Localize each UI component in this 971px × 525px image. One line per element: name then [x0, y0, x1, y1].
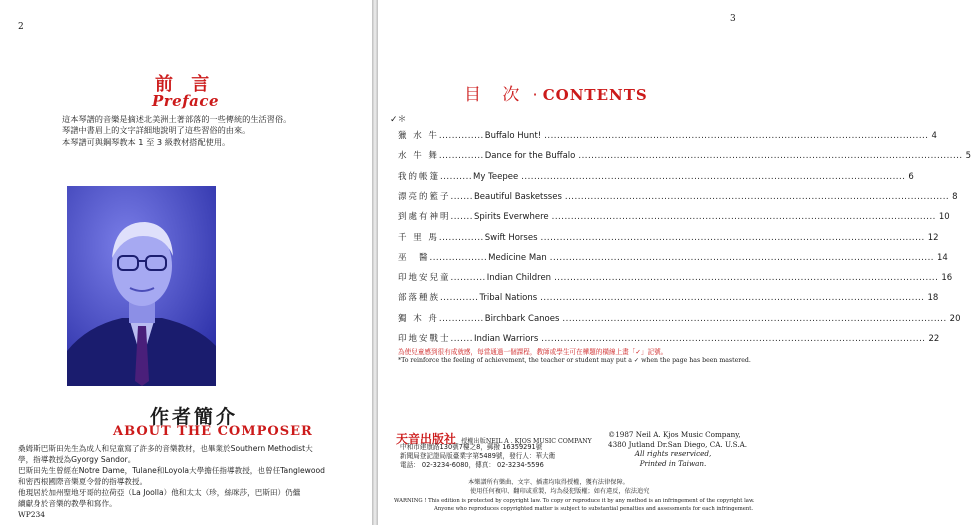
license-line: 授權出版NEIL A . KJOS MUSIC COMPANY — [461, 438, 592, 445]
copyright-line: Printed in Taiwan. — [639, 458, 707, 468]
toc-dot-leader: ........................................................................................................................ — [562, 313, 947, 324]
contents-title-zh: 目 次 — [464, 85, 528, 105]
preface-title-zh: 前 言 — [155, 74, 216, 95]
toc-title-zh: 千 里 馬 — [398, 232, 439, 243]
toc-title-zh: 水 牛 舞 — [398, 151, 439, 162]
right-page — [378, 0, 971, 525]
toc-row[interactable] — [396, 209, 950, 223]
composer-photo — [67, 186, 216, 386]
composer-title-en: ABOUT THE COMPOSER — [113, 424, 313, 439]
toc-row[interactable] — [396, 148, 971, 162]
toc-note-zh: 為使兒童感到很有成就感，每當通過一個課程，教師或學生可在樺題的橫線上畫「✓」記號。 — [398, 348, 668, 356]
warning-line-2: Anyone who reproduces copyrighted matter is subject to substantial penalties and assessments for each infringement. — [434, 506, 754, 512]
toc-dot-leader: ........................................................................................................................ — [554, 273, 939, 284]
toc-leader: ....... — [450, 334, 473, 344]
toc-title-en: Indian Children — [486, 273, 552, 284]
toc-row[interactable] — [396, 270, 953, 284]
toc-title-zh: 漂亮的籃子 — [398, 191, 451, 202]
toc-leader: ....... — [450, 212, 473, 223]
toc-note-en: *To reinforce the feeling of achievement, the teacher or student may put a ✓ when the page has been mastered. — [398, 357, 751, 364]
toc-page-number: 4 — [931, 131, 937, 141]
toc-title-en: My Teepee — [473, 171, 519, 182]
check-mark-icon: ✓＊ — [390, 115, 407, 125]
toc-leader: .......... — [440, 171, 473, 182]
toc-page-number: 16 — [941, 273, 953, 284]
toc-page-number: 5 — [965, 151, 971, 162]
toc-title-zh: 巫 醫 — [398, 252, 430, 263]
toc-leader: .................. — [429, 252, 488, 263]
toc-dot-leader: ........................................................................................................................ — [551, 212, 936, 223]
rights-zh-2: 使用任何複印、翻印或重製，均為侵犯版權；如有違反，依法追究 — [470, 488, 650, 495]
toc-page-number: 18 — [927, 293, 939, 304]
toc-title-zh: 到處有神明 — [398, 212, 451, 223]
toc-leader: ........... — [450, 273, 486, 284]
contents-title-en: CONTENTS — [542, 86, 648, 104]
toc-title-zh: 獵 水 牛 — [398, 131, 439, 141]
toc-title-en: Medicine Man — [488, 252, 547, 263]
toc-page-number: 6 — [908, 171, 914, 182]
composer-line: 他現居於加州聖地牙哥的拉荷亞（La Joolla）他和太太（珍，絲咪莎，巴斯田）仍繼 — [18, 488, 301, 497]
copyright-line: All rights reserviced, — [634, 449, 712, 458]
page-number-left: 2 — [18, 22, 24, 32]
toc-title-zh: 我的帳篷 — [398, 171, 441, 182]
toc-page-number: 20 — [949, 313, 961, 324]
composer-line: 和密西根國際音樂夏令營的指導教授。 — [18, 477, 148, 486]
composer-line: 巴斯田先生曾經在Notre Dame，Tulane和Loyola大學擔任指導教授，也曾任Tanglewood — [18, 466, 325, 475]
toc-title-zh: 印地安兒童 — [398, 273, 451, 284]
toc-title-en: Dance for the Buffalo — [484, 151, 576, 162]
copyright-line: 4380 Jutland Dr.San Diego, CA. U.S.A. — [608, 439, 748, 449]
left-page — [0, 0, 372, 525]
toc-row[interactable] — [396, 128, 937, 142]
page-number-right: 3 — [730, 14, 736, 24]
preface-text — [62, 114, 291, 148]
preface-line: 這本琴譜的音樂是摘述北美洲土著部落的一些傳統的生活習俗。 — [62, 114, 292, 124]
toc-leader: .............. — [438, 313, 484, 324]
catalog-number: WP234 — [18, 510, 46, 519]
toc-row[interactable] — [396, 169, 914, 183]
toc-row[interactable] — [396, 331, 940, 345]
toc-leader: .............. — [438, 151, 484, 162]
toc-title-zh: 部落種族 — [398, 293, 441, 304]
toc-row[interactable] — [396, 230, 939, 244]
toc-page-number: 12 — [927, 232, 939, 243]
composer-line: 桑姆斯巴斯田先生為成人和兒童寫了許多的音樂教材，也畢業於Southern Methodist大 — [18, 444, 313, 453]
composer-portrait-image — [67, 186, 216, 386]
composer-line: 學，指導教授為Gyorgy Sandor。 — [18, 455, 136, 464]
toc-page-number: 22 — [928, 334, 940, 344]
toc-dot-leader: ........................................................................................................................ — [544, 131, 929, 141]
toc-dot-leader: ........................................................................................................................ — [549, 252, 934, 263]
composer-bio — [18, 443, 325, 509]
toc-dot-leader: ........................................................................................................................ — [540, 293, 925, 304]
toc-dot-leader: ........................................................................................................................ — [521, 171, 906, 182]
toc-leader: .............. — [438, 232, 484, 243]
contents-title: 目 次 · CONTENTS — [464, 85, 648, 105]
composer-title-zh: 作者簡介 — [150, 406, 239, 428]
toc-title-en: Birchbark Canoes — [484, 313, 560, 324]
toc-title-en: Beautiful Basketsses — [473, 191, 562, 202]
preface-line: 本琴譜可與鋼琴教本 1 至 3 級教材搭配使用。 — [62, 136, 231, 147]
toc-title-en: Swift Horses — [484, 232, 538, 243]
toc-row[interactable] — [396, 290, 939, 304]
composer-line: 續獻身於音樂的教學和寫作。 — [18, 499, 117, 508]
toc-dot-leader: ........................................................................................................................ — [540, 232, 925, 243]
address-line: 中和市建康路130號7樓之8，郵撥 16359291號 — [400, 443, 543, 451]
toc-dot-leader: ........................................................................................................................ — [541, 334, 926, 344]
toc-page-number: 14 — [937, 252, 948, 263]
toc-row[interactable] — [396, 250, 948, 264]
toc-dot-leader: ........................................................................................................................ — [564, 191, 950, 202]
toc-title-zh: 獨 木 舟 — [398, 313, 439, 324]
toc-dot-leader: ........................................................................................................................ — [578, 151, 963, 162]
toc-row[interactable] — [396, 189, 958, 203]
phone-line: 電話： 02-3234-6080，傳真： 02-3234-5596 — [400, 461, 544, 469]
preface-title-en: Preface — [152, 92, 220, 110]
warning-line-1: WARNING ! This edition is protected by copyright law. To copy or reproduce it by any method is an infringement of the copyright law. — [394, 498, 755, 504]
toc-title-en: Tribal Nations — [479, 293, 538, 304]
toc-page-number: 10 — [938, 212, 950, 223]
toc-title-en: Indian Warriors — [473, 334, 539, 344]
copyright-block — [608, 430, 748, 468]
preface-line: 琴譜中書眉上的文字詳細地說明了這些習俗的由來。 — [62, 125, 251, 136]
toc-leader: ............ — [440, 293, 479, 304]
registration-line: 新聞局登記證局版臺業字第5489號，發行人：華大衛 — [400, 452, 556, 460]
toc-leader: ....... — [450, 191, 473, 202]
toc-title-en: Spirits Everwhere — [473, 212, 549, 223]
rights-zh-1: 本樂譜所有樂曲、文字、插畫均取得授權，獲有法律保障。 — [468, 479, 629, 486]
toc-title-en: Buffalo Hunt! — [484, 131, 542, 141]
toc-leader: .............. — [438, 131, 484, 141]
toc-page-number: 8 — [952, 191, 958, 202]
toc-row[interactable] — [396, 311, 961, 325]
copyright-line: ©1987 Neil A. Kjos Music Company, — [608, 430, 741, 439]
publisher-name: 天音出版社 — [396, 432, 457, 446]
toc-title-zh: 印地安戰士 — [398, 334, 451, 344]
